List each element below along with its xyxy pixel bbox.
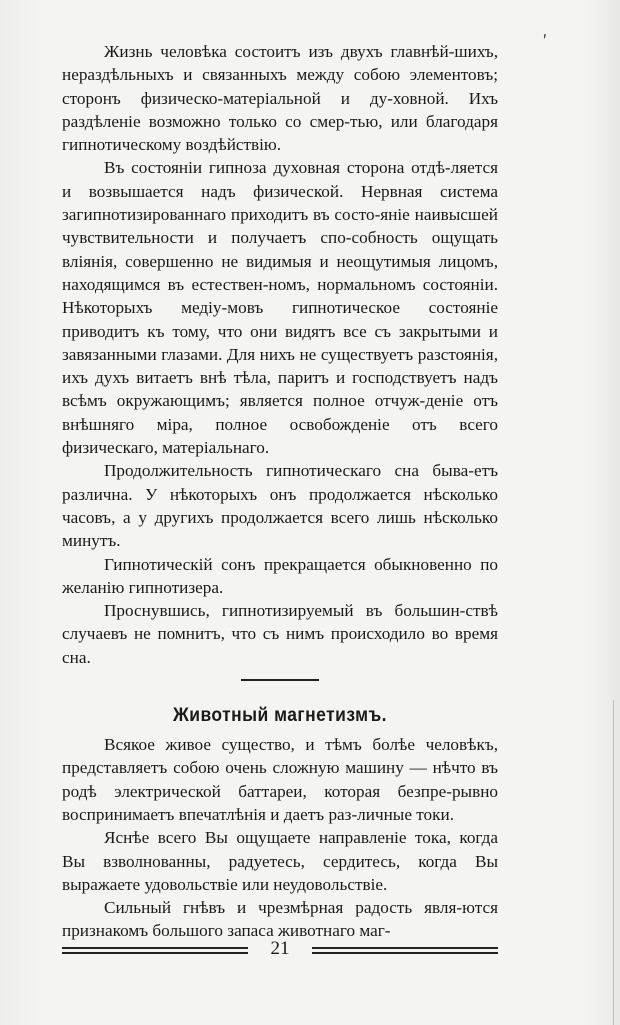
- text-column: [62, 40, 498, 943]
- paragraph: Продолжительность гипнотическаго сна быва-етъ различна. У нѣкоторыхъ онъ продолжается нѣсколько часовъ, а у другихъ продолжается всего лишь нѣсколько минутъ.: [62, 461, 498, 551]
- paragraph: Въ состояніи гипноза духовная сторона отдѣ-ляется и возвышается надъ физической. Нервная система загипнотизированнаго приходитъ въ состо-яніе наивысшей чувствительности и получаетъ спо-собность ощущать вліянія, совершенно не видимыя и неощутимыя лицомъ, находящимся въ естествен-номъ, нормальномъ состояніи. Нѣкоторыхъ медіу-мовъ гипнотическое состояніе приводитъ къ тому, что они видятъ все съ закрытыми и завязанными глазами. Для нихъ не существуетъ разстоянія, ихъ духъ витаетъ внѣ тѣла, паритъ и господствуетъ надъ всѣмъ окружающимъ; является полное отчуж-деніе отъ внѣшняго міра, полное освобожденіе отъ всего физическаго, матеріальнаго.: [62, 158, 498, 458]
- margin-mark: ʹ: [543, 30, 547, 50]
- paragraph: Гипнотическій сонъ прекращается обыкновенно по желанію гипнотизера.: [62, 554, 498, 597]
- paragraph: Всякое живое существо, и тѣмъ болѣе человѣкъ, представляетъ собою очень сложную машину — нѣчто въ родѣ электрической баттареи, которая безпре-рывно воспринимаетъ впечатлѣнія и даетъ раз-личные токи.: [62, 735, 498, 824]
- page-number: 21: [270, 938, 290, 959]
- page-footer: [62, 938, 498, 964]
- paragraph: Проснувшись, гипнотизируемый въ большин-ствѣ случаевъ не помнитъ, что съ нимъ происходило во время сна.: [62, 601, 498, 667]
- page-edge-line: [613, 700, 614, 1025]
- footer-rule-right: [312, 947, 498, 954]
- section-heading: Животный магнетизмъ.: [172, 705, 387, 727]
- paragraph: Жизнь человѣка состоитъ изъ двухъ главнѣй-шихъ, нераздѣльныхъ и связанныхъ между собою элементовъ; сторонъ физическо-матеріальной и ду-ховной. Ихъ раздѣленіе возможно только со смер-тью, или благодаря гипнотическому воздѣйствію.: [62, 42, 498, 155]
- section-divider: [241, 679, 319, 681]
- paragraph: Яснѣе всего Вы ощущаете направленіе тока, когда Вы взволнованны, радуетесь, сердитесь, когда Вы выражаете удовольствіе или неудовольствіе.: [62, 828, 498, 894]
- paragraph: Сильный гнѣвъ и чрезмѣрная радость явля-ются признакомъ большого запаса животнаго маг-: [62, 898, 498, 941]
